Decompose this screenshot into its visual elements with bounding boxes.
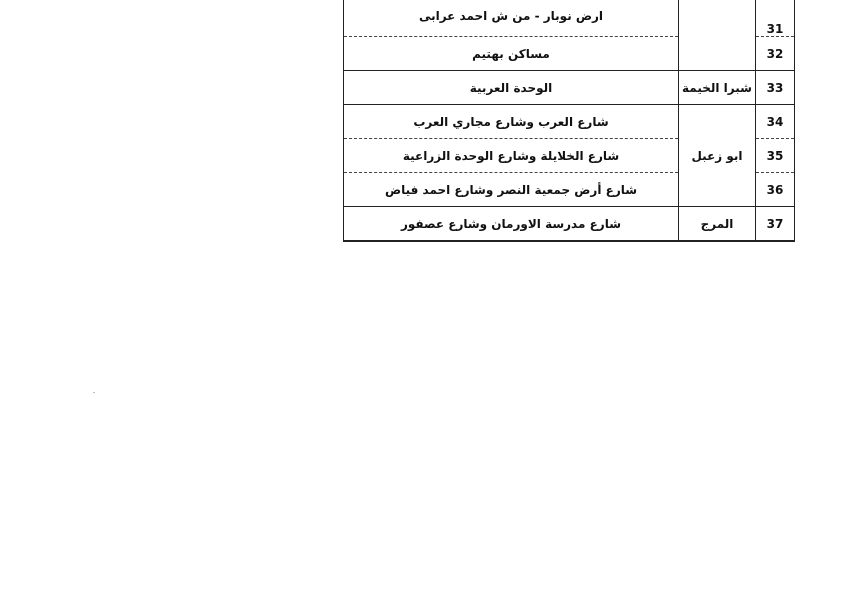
street-cell: ارض نوبار - من ش احمد عرابى <box>344 0 679 37</box>
locations-table <box>343 0 795 242</box>
scan-speck <box>93 392 95 393</box>
row-number: 32 <box>756 37 795 71</box>
street-cell: شارع أرض جمعية النصر وشارع احمد فياض <box>344 173 679 207</box>
street-cell: مساكن بهتيم <box>344 37 679 71</box>
area-cell: ابو زعبل <box>679 105 756 207</box>
row-number: 35 <box>756 139 795 173</box>
row-number: 34 <box>756 105 795 139</box>
row-number: 37 <box>756 207 795 242</box>
row-number: 36 <box>756 173 795 207</box>
street-cell: شارع الخلايلة وشارع الوحدة الزراعية <box>344 139 679 173</box>
table-row <box>344 207 795 242</box>
street-cell: الوحدة العربية <box>344 71 679 105</box>
street-cell: شارع مدرسة الاورمان وشارع عصفور <box>400 216 622 231</box>
table-row <box>344 105 795 139</box>
table-row <box>344 71 795 105</box>
row-number: 33 <box>756 71 795 105</box>
area-cell: المرج <box>679 207 756 242</box>
row-number: 31 <box>756 0 795 37</box>
area-cell <box>679 0 756 71</box>
area-cell: شبرا الخيمة <box>679 71 756 105</box>
table-row <box>344 0 795 37</box>
street-cell: شارع العرب وشارع مجاري العرب <box>344 105 679 139</box>
